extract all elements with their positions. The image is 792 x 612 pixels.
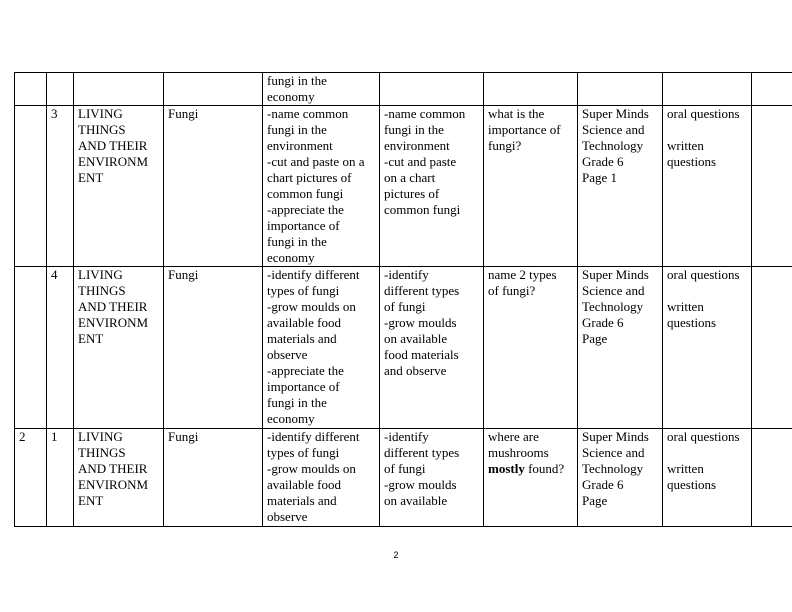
assessment-cell xyxy=(663,73,752,106)
learning-outcomes-cell: fungi in the economy xyxy=(263,73,380,106)
assessment-cell: oral questions written questions xyxy=(663,429,752,527)
sub-strand-cell xyxy=(164,73,263,106)
learning-resources-cell xyxy=(578,73,663,106)
week-cell xyxy=(15,73,47,106)
question-emphasis: mostly xyxy=(488,461,525,476)
key-inquiry-question-cell xyxy=(484,73,578,106)
week-cell xyxy=(15,267,47,429)
learning-outcomes-cell: -name common fungi in the environment -cut and paste on a chart pictures of common fungi -appreciate the importance of fungi in the economy xyxy=(263,106,380,267)
table-row xyxy=(15,106,792,267)
reflection-cell xyxy=(752,267,792,429)
sub-strand-cell: Fungi xyxy=(164,267,263,429)
sub-strand-cell: Fungi xyxy=(164,106,263,267)
table-row xyxy=(15,73,792,106)
learning-resources-cell: Super Minds Science and Technology Grade 6 Page xyxy=(578,429,663,527)
key-inquiry-question-cell xyxy=(484,267,578,429)
learning-experiences-cell: -identify different types of fungi -grow moulds on available xyxy=(380,429,484,527)
question-text: where are mushrooms xyxy=(488,429,549,460)
page-number: 2 xyxy=(393,550,399,560)
question-text: name 2 types of fungi? xyxy=(488,267,557,298)
learning-outcomes-cell: -identify different types of fungi -grow moulds on available food materials and observe xyxy=(263,429,380,527)
strand-cell xyxy=(74,73,164,106)
scheme-of-work-table xyxy=(14,72,792,527)
learning-experiences-cell: -name common fungi in the environment -cut and paste on a chart pictures of common fungi xyxy=(380,106,484,267)
strand-cell: LIVING THINGS AND THEIR ENVIRONM ENT xyxy=(74,429,164,527)
reflection-cell xyxy=(752,429,792,527)
sub-strand-cell: Fungi xyxy=(164,429,263,527)
learning-outcomes-cell: -identify different types of fungi -grow moulds on available food materials and observe -appreciate the importance of fungi in the economy xyxy=(263,267,380,429)
question-text: found? xyxy=(524,461,565,476)
week-cell xyxy=(15,106,47,267)
strand-cell: LIVING THINGS AND THEIR ENVIRONM ENT xyxy=(74,267,164,429)
table-row xyxy=(15,429,792,527)
question-text: what is the importance of fungi? xyxy=(488,106,561,153)
strand-cell: LIVING THINGS AND THEIR ENVIRONM ENT xyxy=(74,106,164,267)
lesson-cell: 4 xyxy=(47,267,74,429)
key-inquiry-question-cell xyxy=(484,106,578,267)
assessment-cell: oral questions written questions xyxy=(663,267,752,429)
lesson-cell xyxy=(47,73,74,106)
learning-experiences-cell xyxy=(380,73,484,106)
learning-resources-cell: Super Minds Science and Technology Grade 6 Page 1 xyxy=(578,106,663,267)
learning-experiences-cell: -identify different types of fungi -grow moulds on available food materials and observe xyxy=(380,267,484,429)
assessment-cell: oral questions written questions xyxy=(663,106,752,267)
lesson-cell: 1 xyxy=(47,429,74,527)
week-cell: 2 xyxy=(15,429,47,527)
reflection-cell xyxy=(752,73,792,106)
table-row xyxy=(15,267,792,429)
lesson-cell: 3 xyxy=(47,106,74,267)
key-inquiry-question-cell xyxy=(484,429,578,527)
reflection-cell xyxy=(752,106,792,267)
learning-resources-cell: Super Minds Science and Technology Grade 6 Page xyxy=(578,267,663,429)
